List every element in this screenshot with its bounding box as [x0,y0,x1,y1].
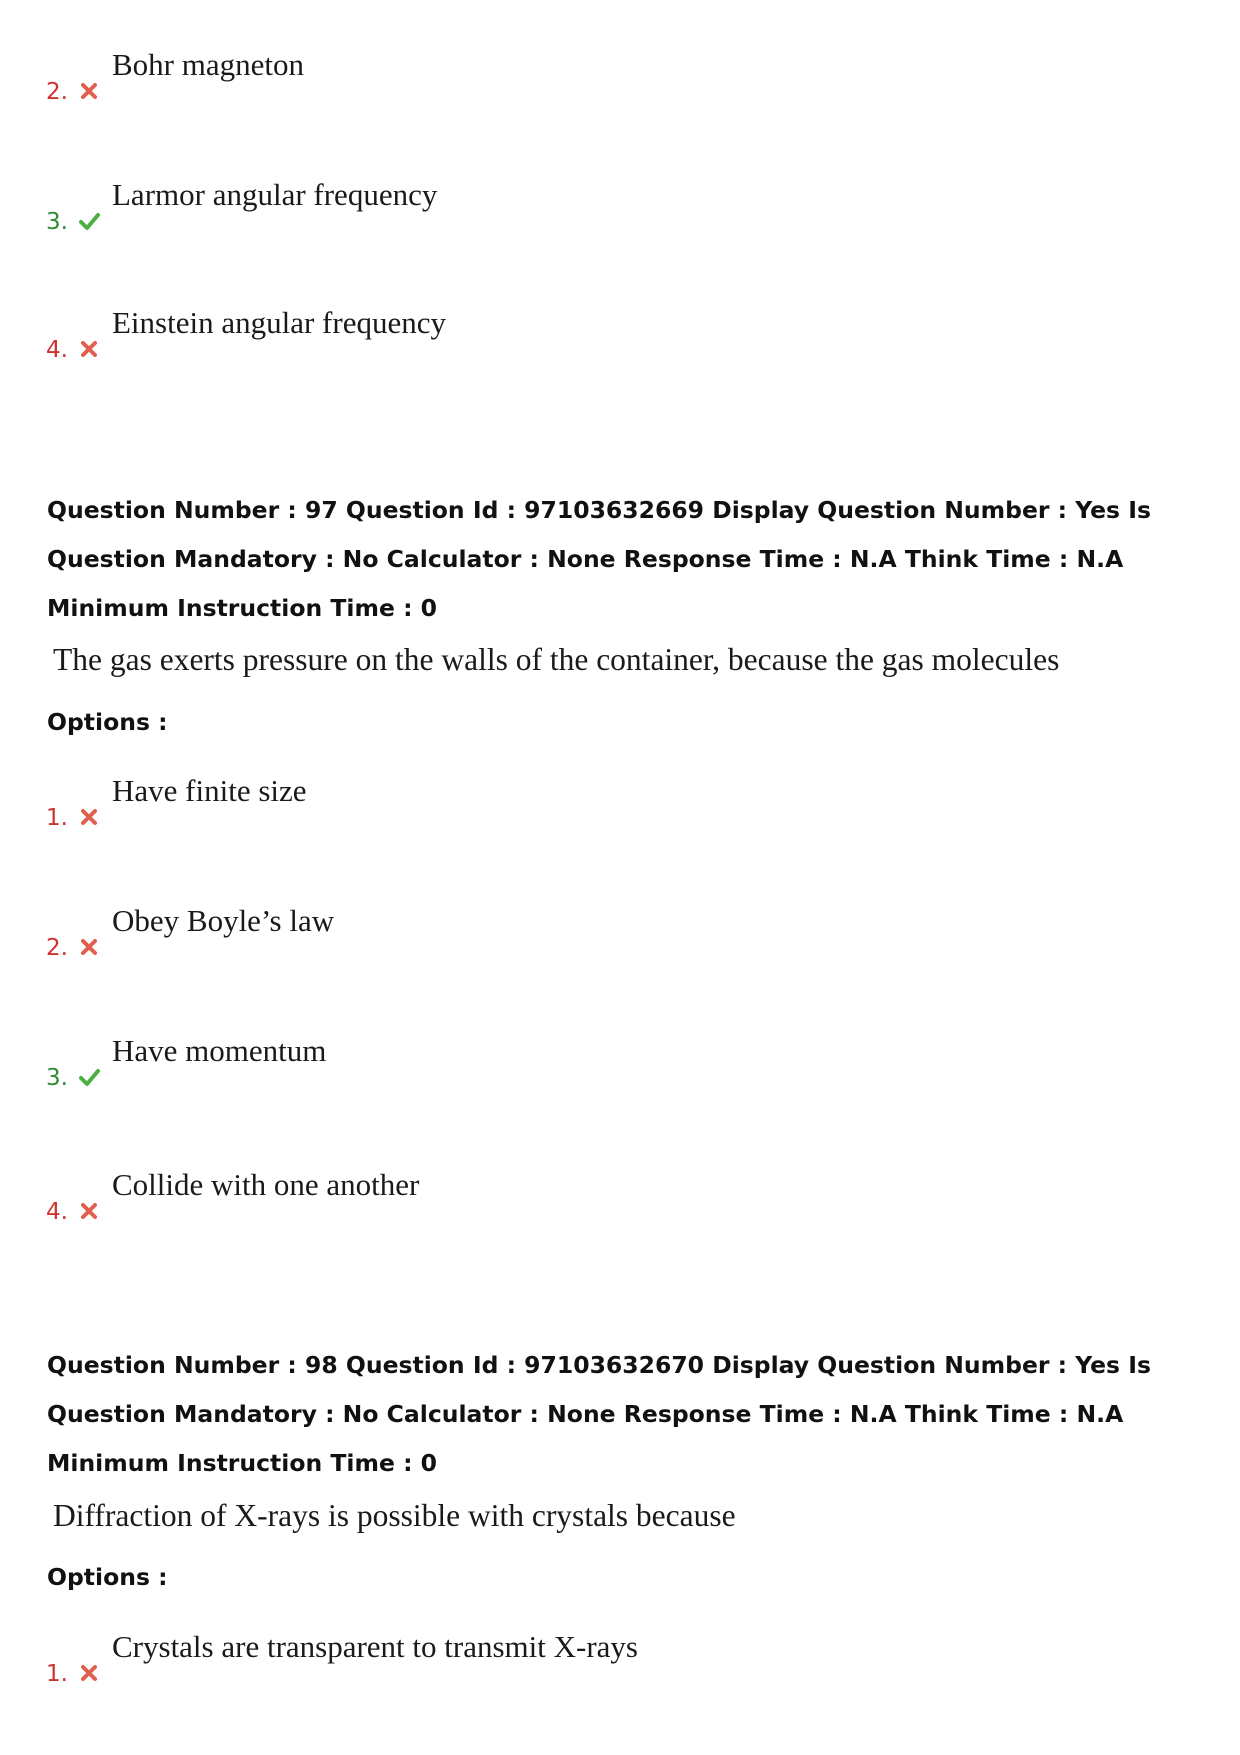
question-98-meta: Question Number : 98 Question Id : 97103632670 Display Question Number : Yes Is Question Mandatory : No Calculator : None Response Time : N.A Think Time : N.A Minimum Instruction Time : 0 [47,1351,1151,1477]
question-97-text: The gas exerts pressure on the walls of the container, because the gas molecules [53,642,1060,677]
option-number: 4. [46,1199,68,1225]
option-3 [46,1032,1196,1092]
option-text: Crystals are transparent to transmit X-rays [112,1629,638,1664]
cross-icon [78,1200,100,1222]
option-text: Einstein angular frequency [112,305,446,340]
option-number: 4. [46,337,68,363]
option-text: Collide with one another [112,1167,420,1202]
option-text: Obey Boyle’s law [112,903,335,938]
option-1 [46,772,1196,832]
cross-icon [78,1662,100,1684]
cross-icon [78,806,100,828]
check-icon [78,1066,100,1088]
option-3 [46,176,1196,236]
option-text: Larmor angular frequency [112,177,438,212]
option-number: 3. [46,209,68,235]
option-text: Bohr magneton [112,47,304,82]
option-number: 1. [46,1661,68,1687]
cross-icon [78,936,100,958]
options-label: Options : [47,1563,168,1591]
option-2 [46,902,1196,962]
option-2 [46,46,1196,106]
option-text: Have finite size [112,773,307,808]
option-number: 1. [46,805,68,831]
question-98-text: Diffraction of X-rays is possible with crystals because [53,1498,736,1533]
options-label: Options : [47,708,168,736]
option-4 [46,1166,1196,1226]
option-number: 2. [46,79,68,105]
option-1 [46,1628,1196,1688]
cross-icon [78,338,100,360]
option-text: Have momentum [112,1033,327,1068]
check-icon [78,210,100,232]
option-number: 2. [46,935,68,961]
question-97-meta: Question Number : 97 Question Id : 97103632669 Display Question Number : Yes Is Question Mandatory : No Calculator : None Response Time : N.A Think Time : N.A Minimum Instruction Time : 0 [47,496,1151,622]
option-number: 3. [46,1065,68,1091]
cross-icon [78,80,100,102]
option-4 [46,304,1196,364]
